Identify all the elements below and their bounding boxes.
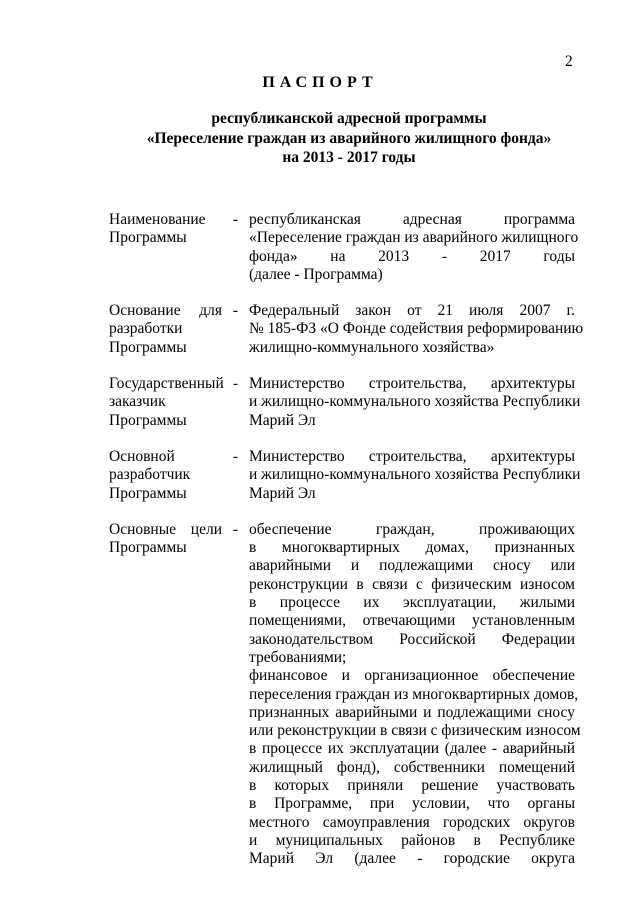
value-line: Министерство строительства, архитектуры [249,375,575,393]
value-line: и жилищно-коммунального хозяйства Республики [249,466,581,484]
row-dash: - [232,302,239,320]
value-line: признанных аварийными и подлежащими сносу [249,703,575,721]
value-line: финансовое и организационное обеспечение [249,667,575,685]
value-line: в многоквартирных домах, признанных [249,539,575,557]
value-line: и муниципальных районов в Республике [249,831,575,849]
value-line: республиканская адресная программа [249,211,575,228]
value-line: местного самоуправления городских округов [249,813,575,831]
value-line: и жилищно-коммунального хозяйства Республики [249,393,581,411]
label-line: Программы [109,539,187,557]
subtitle-line: республиканской адресной программы [211,110,487,127]
label-line: Программы [109,229,187,247]
label-line: Программы [109,338,187,356]
passport-row-state-customer [109,375,581,430]
row-value [249,375,581,430]
subtitle-line: на 2013 - 2017 годы [282,149,416,166]
label-line: Основной [109,447,175,465]
value-line: жилищный фонд), собственники помещений [249,758,575,776]
value-line: Марий Эл [249,411,316,429]
row-dash: - [232,447,239,465]
value-line: реконструкции в связи с физическим износом [249,575,575,593]
value-line: № 185-ФЗ «О Фонде содействия реформированию [249,320,584,338]
value-line: в которых приняли решение участвовать [249,777,575,795]
value-line: обеспечение граждан, проживающих [249,520,575,538]
label-line: Наименование [109,211,206,228]
document-subtitle [60,109,638,168]
value-line: в Программе, при условии, что органы [249,795,575,813]
row-dash: - [232,375,239,393]
label-line: Государственный [109,375,224,393]
label-line: Программы [109,411,187,429]
row-value [249,302,584,357]
value-line: Министерство строительства, архитектуры [249,447,575,465]
document-title: ПАСПОРТ [262,74,378,91]
passport-row-program-name [109,211,579,284]
label-line: разработчик [109,466,191,484]
label-line: Программы [109,484,187,502]
row-dash: - [232,211,239,228]
value-line: переселения граждан из многоквартирных домов, [249,685,579,703]
value-line: Марий Эл (далее - городские округа [249,850,575,868]
label-line: разработки [109,320,183,338]
subtitle-line: «Переселение граждан из аварийного жилищного фонда» [146,129,552,147]
value-line: требованиями; [249,648,347,666]
row-value [249,211,579,284]
page-number: 2 [565,53,573,70]
value-line: помещениями, отвечающими установленным [249,612,575,630]
passport-table [109,211,584,887]
row-dash: - [232,520,239,538]
value-line: жилищно-коммунального хозяйства» [249,338,495,356]
value-line: Марий Эл [249,484,316,502]
row-value [249,447,581,503]
value-line: Федеральный закон от 21 июля 2007 г. [249,302,575,320]
label-line: Основание для [109,302,222,320]
passport-row-main-developer [109,447,581,503]
value-line: фонда» на 2013 - 2017 годы [249,247,575,265]
value-line: в процессе их эксплуатации (далее - аварийный [249,740,575,758]
label-line: заказчик [109,393,166,411]
value-line: или реконструкции в связи с физическим износом [249,722,581,740]
row-label [109,302,222,357]
value-line: (далее - Программа) [249,265,383,283]
passport-row-main-goals [109,520,581,869]
row-label [109,211,222,284]
row-label [109,448,222,503]
value-line: аварийными и подлежащими сносу или [249,557,575,575]
row-value [249,520,581,869]
value-line: в процессе их эксплуатации, жилыми [249,594,575,612]
passport-row-basis [109,302,584,357]
row-label [109,521,222,869]
row-label [109,375,222,430]
value-line: «Переселение граждан из аварийного жилищного [249,229,579,247]
value-line: законодательством Российской Федерации [249,630,575,648]
label-line: Основные цели [109,520,222,538]
